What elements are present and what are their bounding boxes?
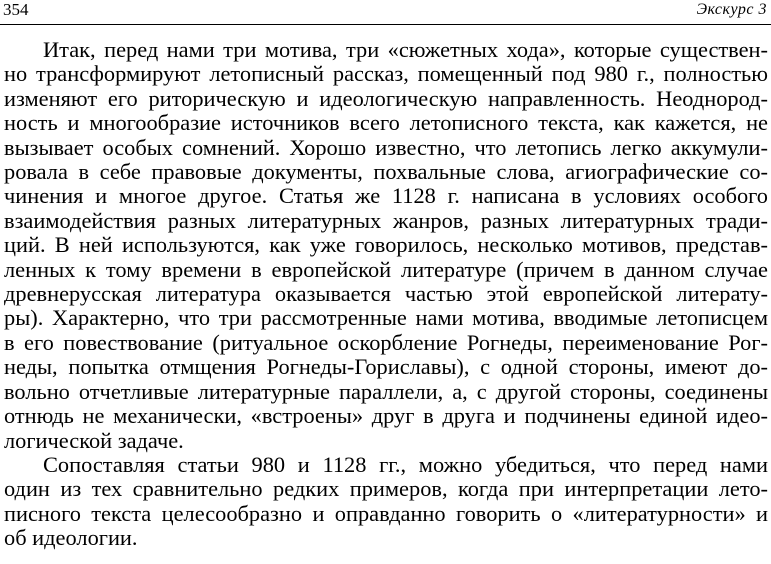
- paragraph-1: [4, 38, 768, 453]
- paragraph-2: [4, 453, 768, 551]
- page-number: 354: [3, 0, 29, 19]
- text-line: Сопоставляя статьи 980 и 1128 гг., можно убедиться, что перед нами: [43, 451, 768, 477]
- text-line: писного текста целесообразно и оправданно говорить о «литературности» и: [4, 500, 768, 526]
- text-line: взаимодействия разных литературных жанров, разных литературных тради-: [4, 207, 768, 233]
- text-line: но трансформируют летописный рассказ, помещенный под 980 г., полностью: [4, 61, 768, 87]
- text-line: чинения и многое другое. Статья же 1128 г. написана в условиях особого: [4, 183, 768, 209]
- text-line: один из тех сравнительно редких примеров, когда при интерпретации лето-: [4, 476, 768, 502]
- text-line: неды, попытка отмщения Рогнеды-Гориславы), с одной стороны, имеют до-: [4, 354, 768, 380]
- text-line: вольно отчетливые литературные параллели, а, с другой стороны, соединены: [4, 378, 768, 404]
- page-header: [0, 0, 771, 25]
- text-line: ность и многообразие источников всего летописного текста, как кажется, не: [4, 110, 768, 136]
- text-line: ровала в себе правовые документы, похвальные слова, агиографические со-: [4, 159, 768, 185]
- text-line: в его повествование (ритуальное оскорбление Рогнеды, переименование Рог-: [4, 329, 768, 355]
- text-line: Итак, перед нами три мотива, три «сюжетных хода», которые существен-: [43, 37, 768, 62]
- text-line: изменяют его риторическую и идеологическую направленность. Неоднород-: [4, 85, 768, 111]
- text-line: ций. В ней используются, как уже говорилось, несколько мотивов, представ-: [4, 232, 768, 258]
- text-line: ленных к тому времени в европейской литературе (причем в данном случае: [4, 256, 768, 282]
- text-line: вызывает особых сомнений. Хорошо известно, что летопись легко аккумули-: [4, 134, 768, 160]
- text-line: отнюдь не механически, «встроены» друг в друга и подчинены единой идео-: [4, 403, 768, 429]
- running-head: Экскурс 3: [696, 1, 767, 18]
- text-line: об идеологии.: [4, 525, 138, 551]
- body-text: [4, 38, 768, 551]
- text-line: древнерусская литература оказывается частью этой европейской литерату-: [4, 281, 768, 307]
- text-line: логической задаче.: [4, 427, 184, 453]
- text-line: ры). Характерно, что три рассмотренные нами мотива, вводимые летописцем: [4, 305, 768, 331]
